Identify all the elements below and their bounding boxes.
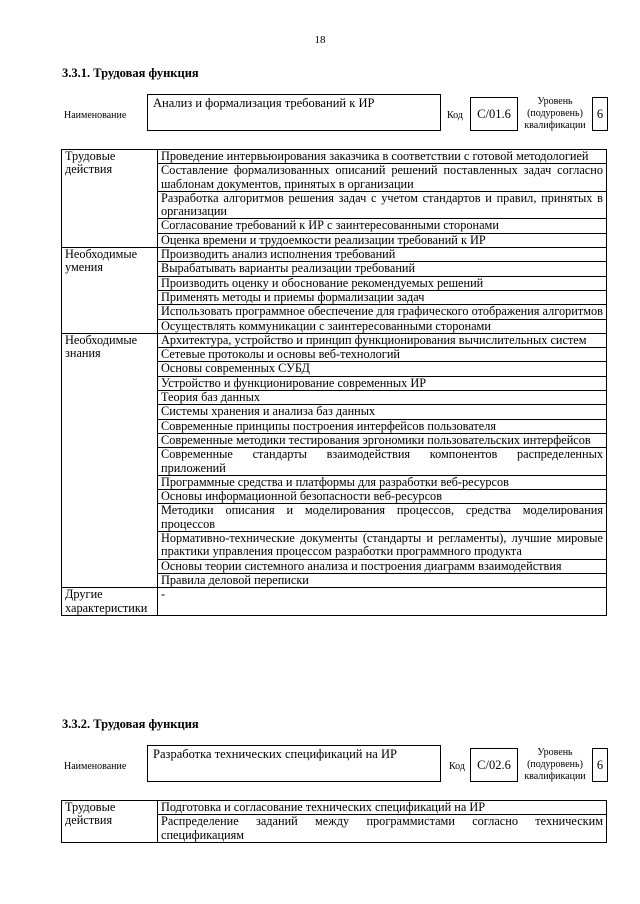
function-name-box: Анализ и формализация требований к ИР — [147, 94, 441, 131]
level-value-box: 6 — [592, 97, 608, 131]
function-table-1 — [61, 149, 607, 616]
table-cell: Оценка времени и трудоемкости реализации требований к ИР — [158, 233, 607, 247]
table-cell: Разработка алгоритмов решения задач с учетом стандартов и правил, принятых в организации — [158, 191, 607, 219]
table-cell: Распределение заданий между программистами согласно техническим спецификациям — [158, 815, 607, 843]
table-cell: Нормативно-технические документы (стандарты и регламенты), лучшие мировые практики управления процессом разработки программного продукта — [158, 532, 607, 560]
table-cell: Составление формализованных описаний решений поставленных задач согласно шаблонам документов, принятых в организации — [158, 164, 607, 192]
table-cell: Сетевые протоколы и основы веб-технологий — [158, 348, 607, 362]
group-label-other: Другие характеристики — [62, 588, 158, 616]
table-cell: Вырабатывать варианты реализации требований — [158, 262, 607, 276]
table-cell: Согласование требований к ИР с заинтересованными сторонами — [158, 219, 607, 233]
table-cell: Устройство и функционирование современных ИР — [158, 376, 607, 390]
name-label: Наименование — [64, 110, 127, 121]
section-title: 3.3.2. Трудовая функция — [62, 717, 199, 731]
table-cell: Проведение интервьюирования заказчика в соответствии с готовой методологией — [158, 150, 607, 164]
code-label: Код — [447, 110, 463, 121]
function-code-box: С/01.6 — [470, 97, 518, 131]
table-cell: Подготовка и согласование технических спецификаций на ИР — [158, 801, 607, 815]
function-code-box: С/02.6 — [470, 748, 518, 782]
table-cell: Основы современных СУБД — [158, 362, 607, 376]
table-cell: - — [158, 588, 607, 616]
table-cell: Современные принципы построения интерфейсов пользователя — [158, 419, 607, 433]
level-label: Уровень (подуровень) квалификации — [524, 96, 586, 131]
group-label-actions: Трудовые действия — [62, 801, 158, 843]
name-label: Наименование — [64, 761, 127, 772]
table-cell: Теория баз данных — [158, 391, 607, 405]
table-cell: Современные методики тестирования эргономики пользовательских интерфейсов — [158, 433, 607, 447]
table-cell: Производить анализ исполнения требований — [158, 248, 607, 262]
code-label: Код — [449, 761, 465, 772]
table-cell: Правила деловой переписки — [158, 573, 607, 587]
group-label-skills: Необходимые умения — [62, 248, 158, 334]
level-value-box: 6 — [592, 748, 608, 782]
section-title: 3.3.1. Трудовая функция — [62, 66, 199, 80]
table-cell: Методики описания и моделирования процессов, средства моделирования процессов — [158, 504, 607, 532]
table-cell: Производить оценку и обоснование рекомендуемых решений — [158, 276, 607, 290]
table-cell: Основы информационной безопасности веб-ресурсов — [158, 490, 607, 504]
table-cell: Программные средства и платформы для разработки веб-ресурсов — [158, 475, 607, 489]
table-cell: Осуществлять коммуникации с заинтересованными сторонами — [158, 319, 607, 333]
table-cell: Применять методы и приемы формализации задач — [158, 290, 607, 304]
table-cell: Использовать программное обеспечение для графического отображения алгоритмов — [158, 305, 607, 319]
group-label-actions: Трудовые действия — [62, 150, 158, 248]
table-cell: Основы теории системного анализа и построения диаграмм взаимодействия — [158, 559, 607, 573]
table-cell: Архитектура, устройство и принцип функционирования вычислительных систем — [158, 333, 607, 347]
table-cell: Системы хранения и анализа баз данных — [158, 405, 607, 419]
function-table-2 — [61, 800, 607, 843]
table-cell: Современные стандарты взаимодействия компонентов распределенных приложений — [158, 448, 607, 476]
group-label-knowledge: Необходимые знания — [62, 333, 158, 587]
level-label: Уровень (подуровень) квалификации — [524, 747, 586, 782]
page-number: 18 — [314, 34, 326, 46]
function-name-box: Разработка технических спецификаций на ИР — [147, 745, 441, 782]
